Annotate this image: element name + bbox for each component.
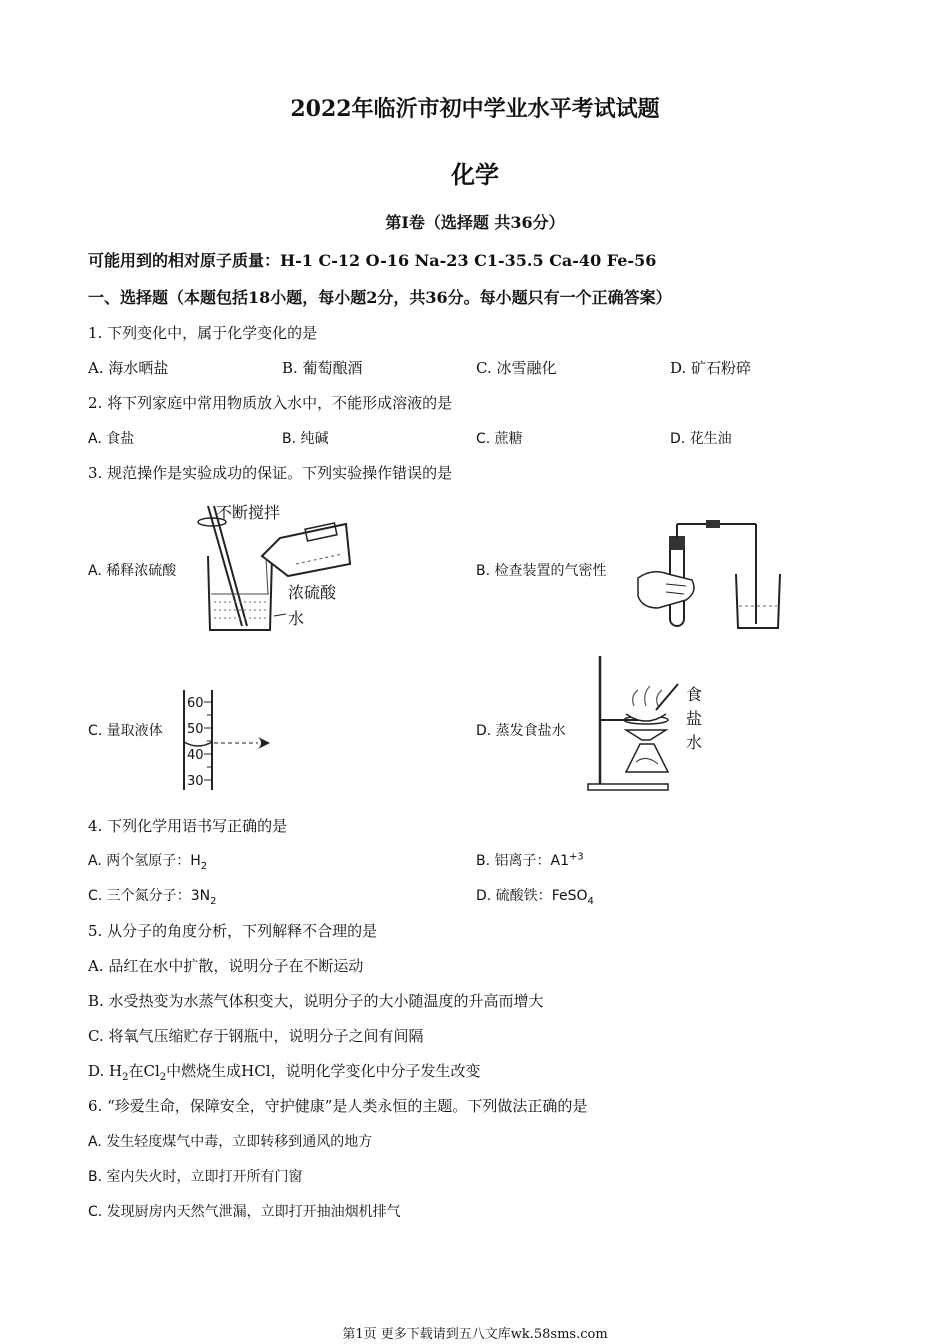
tick-60: 60 [187, 696, 204, 711]
q1-option-c: C. 冰雪融化 [476, 359, 557, 377]
q3-option-c: C. 量取液体 [88, 723, 163, 739]
q4-b-formula: A1 [550, 853, 569, 869]
volume-title: 第I卷（选择题 共36分） [385, 213, 565, 232]
q4-b-text: B. 铝离子： [476, 853, 551, 869]
q4-b-sup: +3 [569, 851, 584, 863]
airtightness-figure [636, 516, 786, 630]
q4-option-d [476, 885, 594, 907]
exam-title: 2022年临沂市初中学业水平考试试题 [290, 96, 660, 122]
q1-option-d: D. 矿石粉碎 [670, 359, 752, 377]
q5-stem: 5. 从分子的角度分析，下列解释不合理的是 [88, 922, 378, 940]
q4-option-b [476, 850, 584, 870]
q4-c-text: C. 三个氮分子： [88, 888, 191, 904]
q4-d-sub: 4 [587, 895, 594, 907]
subject-title: 化学 [451, 160, 499, 189]
q5-d-part1: D. H [88, 1062, 123, 1080]
q4-d-text: D. 硫酸铁： [476, 888, 552, 904]
q3-stem: 3. 规范操作是实验成功的保证。下列实验操作错误的是 [88, 464, 453, 482]
q3-option-a: A. 稀释浓硫酸 [88, 563, 177, 579]
q1-stem: 1. 下列变化中，属于化学变化的是 [88, 324, 318, 342]
tick-30: 30 [187, 774, 204, 789]
q4-a-formula: H [190, 853, 201, 869]
graduated-cylinder-figure [178, 688, 278, 792]
q4-c-formula: 3N [190, 888, 211, 904]
evaporation-figure [586, 654, 716, 794]
q4-d-formula: FeSO [551, 888, 588, 904]
q2-stem: 2. 将下列家庭中常用物质放入水中，不能形成溶液的是 [88, 394, 453, 412]
q2-option-d: D. 花生油 [670, 431, 732, 447]
q5-d-part2: 在Cl [128, 1062, 160, 1080]
water-label: 水 [288, 609, 305, 628]
q5-d-sub1: 2 [122, 1072, 129, 1083]
salt-water-label-3: 水 [686, 733, 703, 752]
section-heading: 一、选择题（本题包括18小题，每小题2分，共36分。每小题只有一个正确答案） [88, 288, 672, 307]
q2-option-b: B. 纯碱 [282, 431, 329, 447]
q3-option-b: B. 检查装置的气密性 [476, 563, 607, 579]
q4-a-text: A. 两个氢原子： [88, 853, 191, 869]
q1-option-b: B. 葡萄酿酒 [282, 359, 363, 377]
page-footer: 第1页 更多下载请到五八文库wk.58sms.com [342, 1327, 608, 1342]
q4-stem: 4. 下列化学用语书写正确的是 [88, 817, 288, 835]
q1-option-a: A. 海水晒盐 [88, 359, 169, 377]
salt-water-label-1: 食 [686, 685, 703, 704]
atomic-masses: 可能用到的相对原子质量：H-1 C-12 O-16 Na-23 C1-35.5 Ca-40 Fe-56 [88, 251, 657, 270]
q3-option-d: D. 蒸发食盐水 [476, 723, 566, 739]
tick-50: 50 [187, 722, 204, 737]
q6-option-a: A. 发生轻度煤气中毒，立即转移到通风的地方 [88, 1134, 373, 1150]
q5-d-sub2: 2 [159, 1072, 167, 1083]
stir-label: 不断搅拌 [216, 503, 281, 522]
tick-40: 40 [187, 748, 204, 763]
q5-option-a: A. 品红在水中扩散，说明分子在不断运动 [88, 957, 364, 975]
dilute-acid-figure [196, 498, 366, 634]
q4-option-a [88, 850, 207, 872]
q5-option-d [88, 1060, 481, 1083]
q5-d-part3: 中燃烧生成HCl，说明化学变化中分子发生改变 [166, 1062, 481, 1080]
q4-option-c [88, 885, 216, 907]
salt-water-label-2: 盐 [686, 709, 703, 728]
acid-label: 浓硫酸 [288, 583, 337, 602]
q6-option-c: C. 发现厨房内天然气泄漏，立即打开抽油烟机排气 [88, 1204, 401, 1220]
q6-option-b: B. 室内失火时，立即打开所有门窗 [88, 1169, 303, 1185]
q5-option-c: C. 将氧气压缩贮存于钢瓶中，说明分子之间有间隔 [88, 1027, 424, 1045]
q2-option-a: A. 食盐 [88, 431, 135, 447]
q4-a-sub: 2 [200, 860, 208, 872]
q2-option-c: C. 蔗糖 [476, 431, 523, 447]
q5-option-b: B. 水受热变为水蒸气体积变大，说明分子的大小随温度的升高而增大 [88, 992, 544, 1010]
q4-c-sub: 2 [210, 895, 217, 907]
q6-stem: 6. “珍爱生命，保障安全，守护健康”是人类永恒的主题。下列做法正确的是 [88, 1097, 588, 1115]
